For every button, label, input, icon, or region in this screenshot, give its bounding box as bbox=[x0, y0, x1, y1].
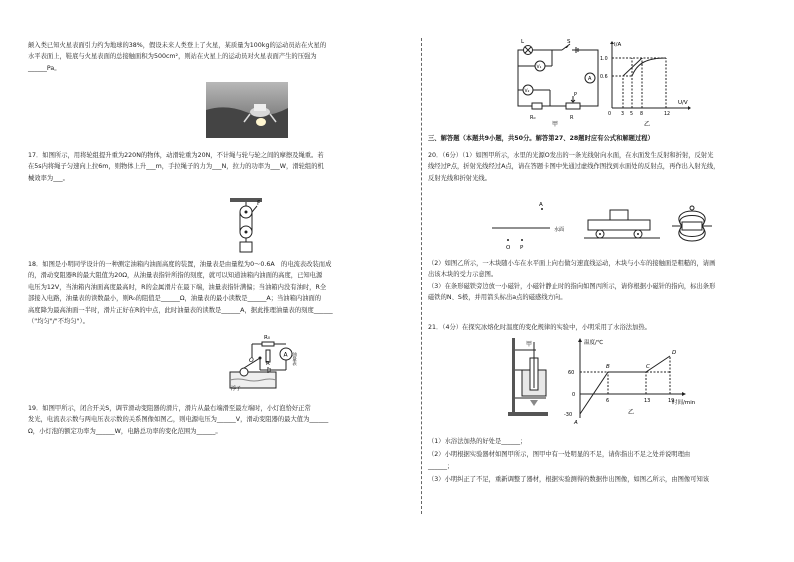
fig21-y0: 0 bbox=[572, 392, 576, 398]
q19-line-1: 19．如图甲所示，闭合开关S，调节滑动变阻器的滑片，滑片从最右端滑至最左端时，小灯泡恰好正常 bbox=[28, 405, 311, 412]
q18-line-2: 的，滑动变阻器R的最大阻值为20Ω，从油量表指针所指的刻度，就可以知道油箱内油面的高度，已知电源 bbox=[28, 272, 323, 280]
pulley-f-label: F bbox=[257, 200, 261, 207]
fig21-xlabel: 时间/min bbox=[672, 400, 696, 406]
graph-ylabel: I/A bbox=[614, 42, 622, 48]
fig21-pt-d: D bbox=[672, 350, 677, 356]
q21b-line-1: （1）水浴法加热的好处是______； bbox=[428, 438, 527, 445]
oil-r0-label: R₀ bbox=[264, 335, 271, 341]
q17-line-2: 在5s内将绳子匀速向上拉6m，则物体上升___m，手拉绳子的力为___N，拉力的功率为___W，滑轮组的机 bbox=[28, 163, 324, 171]
q20b-line-2: 出该木块的受力示意图。 bbox=[428, 271, 498, 279]
circuit-a-label: A bbox=[588, 76, 592, 82]
fig21-left-caption: 甲 bbox=[526, 341, 533, 348]
q17-block bbox=[28, 150, 416, 184]
circuit-caption: 甲 bbox=[552, 121, 559, 128]
q16-line-2: 水平表面上，鞋底与火星表面的总接触面积为500cm²，则站在火星上的运动员对火星表面产生的压强为 bbox=[28, 53, 317, 61]
q18-line-4: 部接入电路，油量表的读数最小，则R₀的阻值是______Ω，油量表的最小读数是______A；当油箱内油面的 bbox=[28, 295, 322, 303]
fig21-pt-c: C bbox=[646, 364, 650, 370]
q20-light-figure bbox=[486, 198, 582, 250]
q20-magnet-figure bbox=[668, 202, 716, 250]
fig21-ym30: -30 bbox=[564, 412, 573, 418]
graph-y1: 1.0 bbox=[600, 57, 608, 62]
q21b-block bbox=[428, 436, 768, 486]
q20-block bbox=[428, 150, 768, 184]
q16-line-3: ______Pa。 bbox=[28, 64, 61, 72]
circuit-v1-label: V₁ bbox=[536, 65, 542, 70]
fig20-p-label: P bbox=[520, 245, 524, 250]
mars-lander-photo bbox=[206, 82, 288, 138]
q20-line-2: 线经过P点，折射光线经过A点，请在答题卡图中先通过虚线作图找到水面处的反射点，再作出入射光线， bbox=[428, 163, 720, 171]
section-3-title: 三、解答题（本题共9小题，共50分。解答第27、28题时应有公式和解题过程） bbox=[428, 135, 654, 142]
fig21-ylabel: 温度/℃ bbox=[584, 340, 604, 346]
fig21-x13: 13 bbox=[644, 398, 651, 404]
q21b-line-3: ______； bbox=[428, 463, 454, 470]
q18-line-3: 电压为12V，当油箱内油面高度最高时，R的金属滑片在最下端，油量表指针满偏；当油箱内没有油时，R全 bbox=[28, 283, 327, 291]
oil-meter-label: 油量表 bbox=[291, 352, 297, 366]
q17-line-3: 械效率为___。 bbox=[28, 174, 69, 182]
fig21-pt-b: B bbox=[606, 364, 610, 370]
circuit-s-label: S bbox=[567, 39, 571, 45]
q19-block bbox=[28, 403, 416, 437]
graph-origin: 0 bbox=[608, 112, 612, 117]
graph-x2: 5 bbox=[630, 112, 634, 117]
fig21-pt-a: A bbox=[574, 420, 578, 426]
q21-apparatus-figure bbox=[506, 336, 556, 420]
q17-line-1: 17．如图所示，用将轮组提升重为220N的物体，动滑轮重为20N，不计绳与轮与轮之间的摩擦及绳重。若 bbox=[28, 152, 324, 159]
graph-x3: 8 bbox=[640, 112, 644, 117]
q16-line-1: 颠入类已知火星表面引力约为地球的38%，假设未来人类登上了火星，某质量为100kg的运动员站在火星的 bbox=[28, 42, 327, 49]
circuit-v2-label: V₂ bbox=[524, 89, 530, 94]
q20-line-3: 反射光线和折射光线。 bbox=[428, 174, 491, 182]
graph-xlabel: U/V bbox=[678, 100, 688, 106]
section-3-heading bbox=[428, 133, 768, 144]
graph-caption: 乙 bbox=[644, 121, 651, 128]
fig21-right-caption: 乙 bbox=[628, 409, 635, 416]
fig21-y60: 60 bbox=[568, 370, 575, 376]
q20b-line-4: 磁铁的N、S极，并用箭头标出a点的磁感线方向。 bbox=[428, 294, 567, 302]
q19-iu-graph bbox=[600, 38, 696, 128]
q20b-block bbox=[428, 258, 768, 304]
q21-temp-graph bbox=[560, 334, 700, 426]
left-column bbox=[28, 40, 416, 74]
circuit-p-label: P bbox=[574, 92, 578, 98]
fig20-water-label: 水面 bbox=[554, 227, 565, 233]
q18-line-5: 高度降为最高油面一半时，滑片正好在R的中点，此时油量表的读数是______A，据此推理油量表的刻度______ bbox=[28, 306, 333, 314]
q20b-line-3: （3）在条形磁铁旁边放一小磁针，小磁针静止时的指向如图丙所示，请你根据小磁针的指向，标出条形 bbox=[428, 282, 716, 290]
q20b-line-1: （2）如图乙所示，一木块随小车在水平面上向右做匀速直线运动，木块与小车的接触面是粗糙的，请画 bbox=[428, 260, 716, 267]
q19-line-2: 发光，电流表示数与两电压表示数的关系图像如图乙，则电源电压为______V，滑动变阻器的最大值为______ bbox=[28, 416, 329, 424]
circuit-r-label: R bbox=[570, 115, 574, 121]
graph-y2: 0.6 bbox=[600, 75, 608, 80]
q21b-line-4: （3）小明纠正了不足，重新调整了器材，根据实验测得的数据作出图像，如图乙所示，由图像可知该 bbox=[428, 475, 710, 483]
circuit-r0-label: R₀ bbox=[530, 115, 536, 121]
circuit-l-label: L bbox=[521, 39, 525, 45]
fig20-a-label: A bbox=[539, 202, 543, 208]
q18-block bbox=[28, 259, 416, 327]
fig21-x19: 19 bbox=[668, 398, 675, 404]
fig21-x6: 6 bbox=[606, 398, 610, 404]
q21b-line-2: （2）小明根据实验器材如图甲所示，图甲中有一处明显的不足，请你指出不足之处并说明理由 bbox=[428, 450, 691, 458]
q20-line-1: 20．（6分）（1）如图甲所示，水里的光源O发出的一条光线射向水面，在水面发生反射和折射，反射光 bbox=[428, 152, 714, 159]
oil-gauge-figure bbox=[228, 328, 308, 392]
graph-x1: 3 bbox=[621, 112, 625, 117]
column-divider bbox=[421, 38, 422, 514]
pulley-figure bbox=[226, 198, 266, 256]
q21-line-1: 21．（4分）在探究冰熔化时温度的变化规律的实验中，小明采用了水浴法加热。 bbox=[428, 324, 651, 331]
oil-r-label: R bbox=[266, 361, 270, 367]
q19-circuit-figure bbox=[512, 38, 606, 128]
q21-intro bbox=[428, 322, 768, 333]
fig20-o-label: O bbox=[506, 245, 511, 250]
q18-line-6: （"均匀"/"不均匀"）。 bbox=[28, 318, 89, 326]
graph-x4: 12 bbox=[664, 112, 671, 117]
svg-text:A: A bbox=[283, 351, 288, 359]
oil-o-label: O bbox=[249, 357, 254, 364]
oil-float-label: 浮子 bbox=[231, 386, 242, 392]
q19-line-3: Ω，小灯泡的额定功率为______W，电路总功率的变化范围为______。 bbox=[28, 427, 222, 435]
q18-line-1: 18．如图是小明同学设计的一种测定油箱内油面高度的装置，油量表是由量程为0～0.6A 的电流表改装而成 bbox=[28, 261, 332, 268]
q20-cart-figure bbox=[584, 206, 660, 246]
